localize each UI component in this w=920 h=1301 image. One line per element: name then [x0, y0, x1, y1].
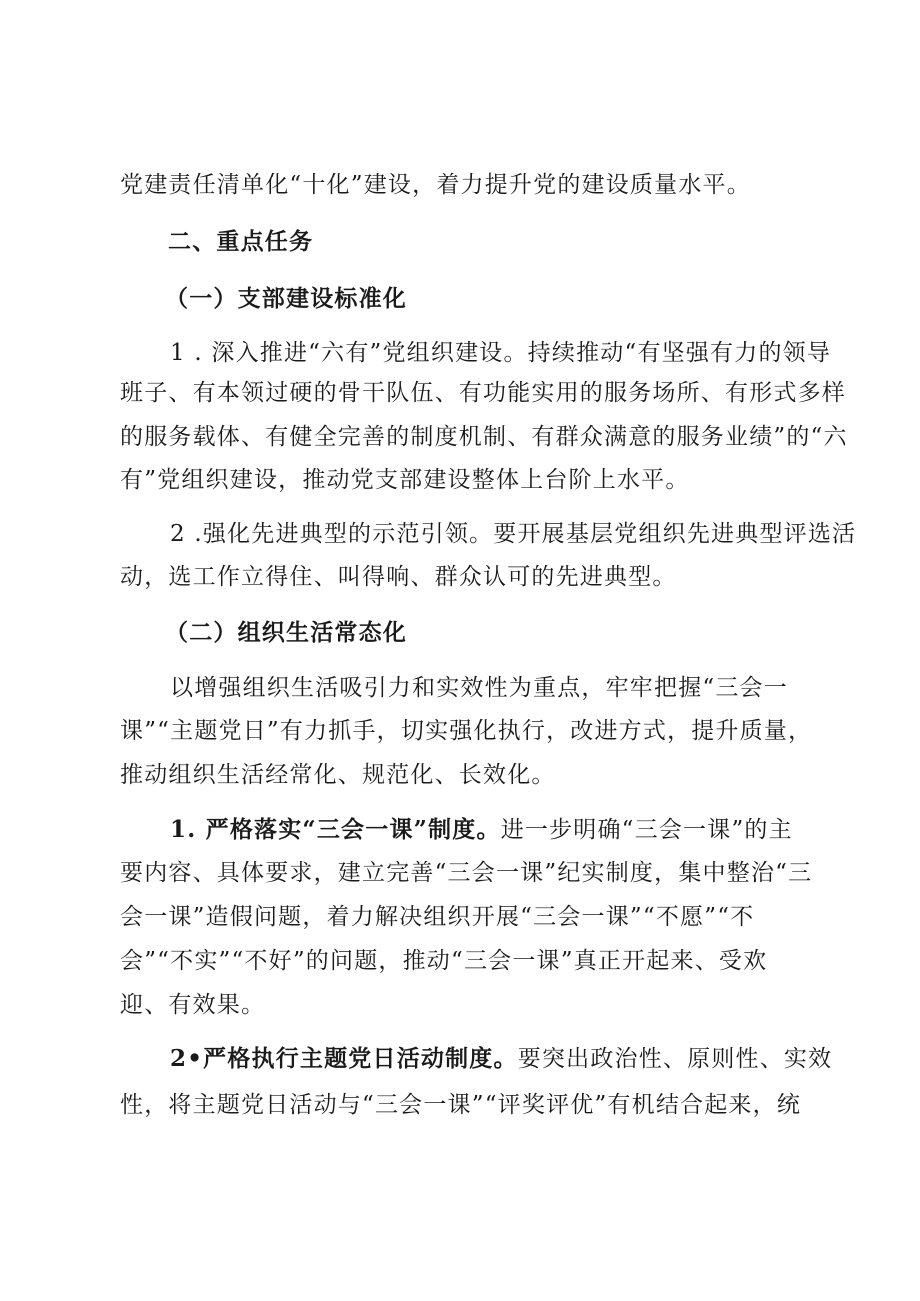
subsection-heading-organizational-life: （二）组织生活常态化 [165, 619, 407, 646]
paragraph-4-line-5: 迎、有效果。 [120, 992, 266, 1018]
paragraph-4-line-2: 要内容、具体要求，建立完善“三会一课”纪实制度，集中整治“三 [120, 860, 813, 886]
paragraph-5-line-1-rest: 要突出政治性、原则性、实效 [517, 1046, 833, 1072]
paragraph-4-lead: 1. 严格落实“三会一课”制度。 [170, 816, 501, 843]
paragraph-4-line-1-rest: 进一步明确“三会一课”的主 [500, 817, 793, 843]
paragraph-3-line-1: 以增强组织生活吸引力和实效性为重点，牢牢把握“三会一 [170, 675, 788, 701]
paragraph-5-lead: 2•严格执行主题党日活动制度。 [170, 1045, 518, 1072]
section-heading-key-tasks: 二、重点任务 [168, 228, 314, 255]
paragraph-5-line-1 [170, 1044, 832, 1074]
paragraph-1-line-4: 有”党组织建设，推动党支部建设整体上台阶上水平。 [120, 467, 690, 493]
paragraph-3-line-2: 课”“主题党日”有力抓手，切实强化执行，改进方式，提升质量， [120, 718, 813, 744]
paragraph-1-line-2: 班子、有本领过硬的骨干队伍、有功能实用的服务场所、有形式多样 [120, 380, 846, 406]
paragraph-4-line-1 [170, 815, 793, 845]
paragraph-2-line-1: 2 .强化先进典型的示范引领。要开展基层党组织先进典型评选活 [170, 521, 857, 547]
intro-tail-line: 党建责任清单化“十化”建设，着力提升党的建设质量水平。 [120, 172, 751, 198]
paragraph-4-line-4: 会”“不实”“不好”的问题，推动“三会一课”真正开起来、受欢 [120, 948, 768, 974]
paragraph-1-line-1: 1 . 深入推进“六有”党组织建设。持续推动“有坚强有力的领导 [170, 340, 832, 366]
paragraph-5-line-2: 性，将主题党日活动与“三会一课”“评奖评优”有机结合起来，统 [120, 1092, 802, 1118]
paragraph-4-line-3: 会一课”造假问题，着力解决组织开展“三会一课”“不愿”“不 [120, 904, 755, 930]
subsection-heading-branch-standardization: （一）支部建设标准化 [165, 285, 407, 312]
paragraph-2-line-2: 动，选工作立得住、叫得响、群众认可的先进典型。 [120, 564, 677, 590]
paragraph-1-line-3: 的服务载体、有健全完善的制度机制、有群众满意的服务业绩”的“六 [120, 424, 848, 450]
paragraph-3-line-3: 推动组织生活经常化、规范化、长效化。 [120, 762, 556, 788]
